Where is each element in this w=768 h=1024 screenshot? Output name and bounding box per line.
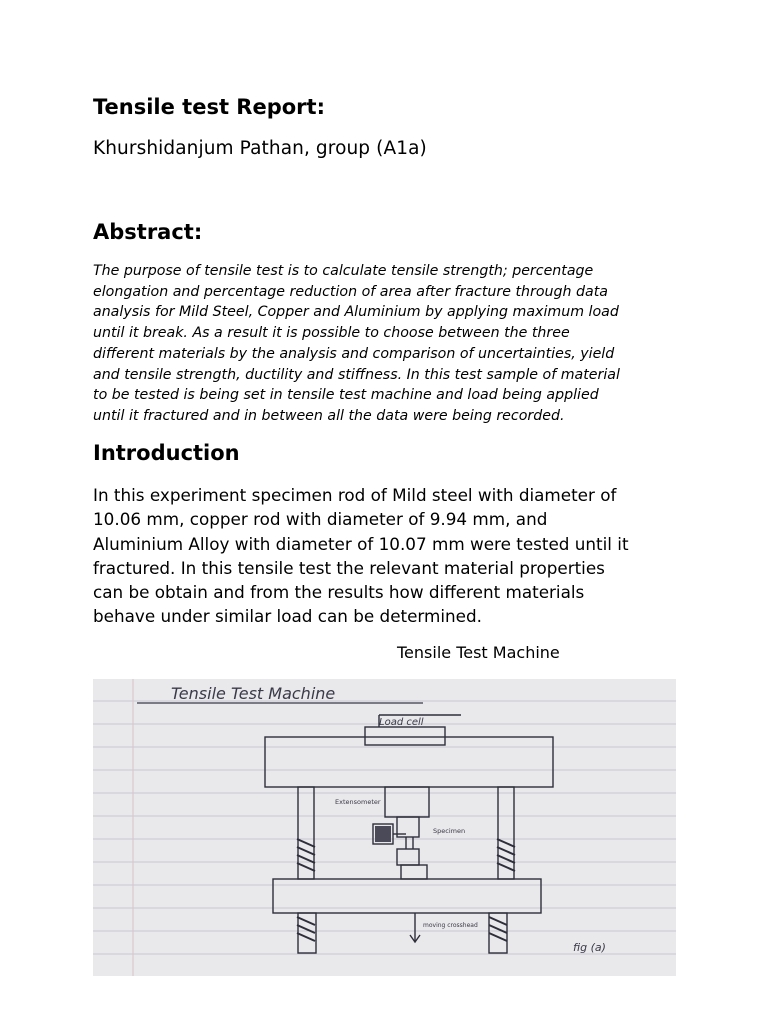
figure-caption: Tensile Test Machine (397, 643, 560, 662)
abstract-line: The purpose of tensile test is to calculate tensile strength; percentage (93, 263, 594, 279)
label-fig-ref: fig (a) (573, 941, 606, 954)
introduction-line: fractured. In this tensile test the relevant material properties (93, 557, 605, 578)
introduction-line: In this experiment specimen rod of Mild steel with diameter of (93, 485, 617, 505)
introduction-paragraph (93, 483, 693, 629)
tensile-machine-sketch (93, 679, 676, 976)
abstract-heading: Abstract: (93, 220, 203, 244)
abstract-line: analysis for Mild Steel, Copper and Aluminium by applying maximum load (93, 304, 619, 321)
abstract-line: until it break. As a result it is possible to choose between the three (93, 325, 570, 342)
abstract-line: elongation and percentage reduction of area after fracture through data (93, 283, 609, 300)
label-moving-crosshead: moving crosshead (423, 922, 478, 929)
author-line: Khurshidanjum Pathan, group (A1a) (93, 138, 427, 159)
extensometer-block (375, 826, 391, 842)
sketch-title: Tensile Test Machine (171, 684, 336, 703)
abstract-line: and tensile strength, ductility and stiffness. In this test sample of material (93, 366, 620, 383)
label-extensometer: Extensometer (335, 798, 381, 806)
introduction-line: can be obtain and from the results how different materials (93, 582, 585, 603)
introduction-line: behave under similar load can be determined. (93, 606, 482, 627)
screw-threads (297, 839, 515, 941)
machine-drawing (265, 715, 553, 953)
abstract-paragraph (93, 261, 693, 427)
label-load-cell: Load cell (379, 717, 424, 728)
abstract-line: until it fractured and in between all the data were being recorded. (93, 407, 565, 424)
report-title: Tensile test Report: (93, 95, 325, 119)
label-specimen: Specimen (433, 827, 466, 835)
abstract-line: to be tested is being set in tensile test machine and load being applied (93, 387, 599, 404)
introduction-line: Aluminium Alloy with diameter of 10.07 mm were tested until it (93, 533, 629, 554)
sketch-svg (93, 679, 676, 976)
abstract-line: different materials by the analysis and comparison of uncertainties, yield (93, 345, 615, 362)
introduction-heading: Introduction (93, 441, 240, 465)
introduction-line: 10.06 mm, copper rod with diameter of 9.94 mm, and (93, 509, 548, 530)
